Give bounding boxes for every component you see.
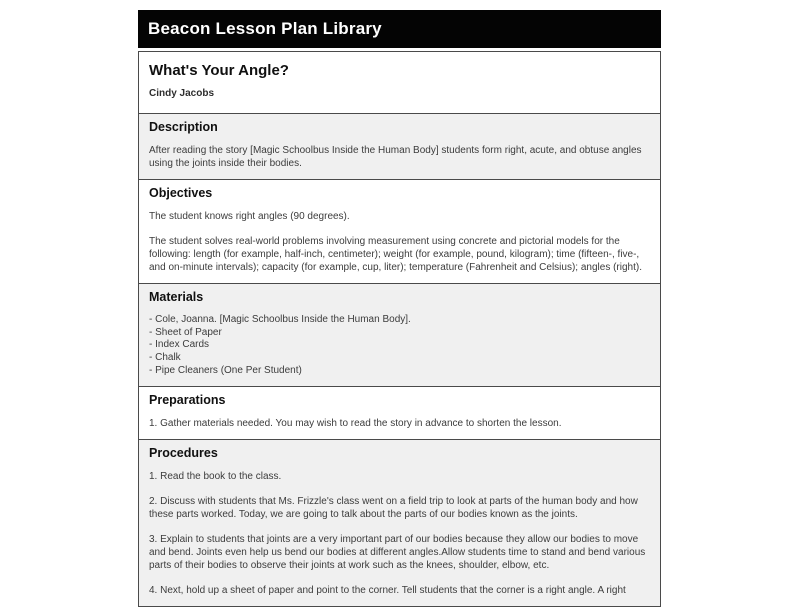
procedures-step: 3. Explain to students that joints are a very important part of our bodies because they allow our bodies to move and bend. Joints even help us bend our bodies at different angles.Allow students time to stand and bend various parts of their bodies to observe their joints at work such as the knees, shoulder, elbow, etc.	[149, 534, 646, 572]
lesson-plan-body	[138, 51, 661, 607]
section-preparations	[139, 386, 660, 439]
lesson-plan-document	[138, 10, 661, 607]
materials-heading: Materials	[149, 290, 204, 304]
objectives-heading: Objectives	[149, 186, 213, 200]
materials-item: - Cole, Joanna. [Magic Schoolbus Inside the Human Body].	[149, 314, 411, 325]
materials-item: - Index Cards	[149, 339, 210, 351]
objectives-paragraph: The student knows right angles (90 degrees).	[149, 211, 350, 222]
preparations-heading: Preparations	[149, 393, 226, 408]
section-procedures	[139, 439, 660, 606]
materials-item: - Pipe Cleaners (One Per Student)	[149, 364, 302, 376]
lesson-author: Cindy Jacobs	[149, 88, 215, 99]
section-description	[139, 113, 660, 179]
title-section	[139, 52, 660, 113]
preparations-paragraph: 1. Gather materials needed. You may wish to read the story in advance to shorten the lesson.	[149, 418, 562, 430]
objectives-paragraph: The student solves real-world problems involving measurement using concrete and pictorial models for the following: length (for example, half-inch, centimeter); weight (for example, pound, kilogram); time (fifteen-, five-, and on-minute intervals); capacity (for example, cup, liter); temperature (Fahrenheit and Celsius); angles (right).	[149, 236, 642, 273]
section-objectives	[139, 179, 660, 283]
materials-item: - Sheet of Paper	[149, 326, 222, 338]
site-header-banner	[138, 10, 661, 48]
description-paragraph: After reading the story [Magic Schoolbus Inside the Human Body] students form right, acute, and obtuse angles using the joints inside their bodies.	[149, 145, 642, 169]
procedures-step: 1. Read the book to the class.	[149, 471, 282, 483]
lesson-title: What's Your Angle?	[149, 62, 289, 79]
procedures-heading: Procedures	[149, 446, 218, 461]
procedures-step: 4. Next, hold up a sheet of paper and point to the corner. Tell students that the corner is a right angle. A right	[149, 585, 626, 597]
materials-item: - Chalk	[149, 352, 181, 364]
procedures-step: 2. Discuss with students that Ms. Frizzle's class went on a field trip to look at parts of the human body and how these parts worked. Today, we are going to talk about the parts of our bodies known as the joints.	[149, 496, 638, 521]
site-title: Beacon Lesson Plan Library	[148, 19, 382, 38]
section-materials	[139, 283, 660, 386]
description-heading: Description	[149, 120, 218, 134]
